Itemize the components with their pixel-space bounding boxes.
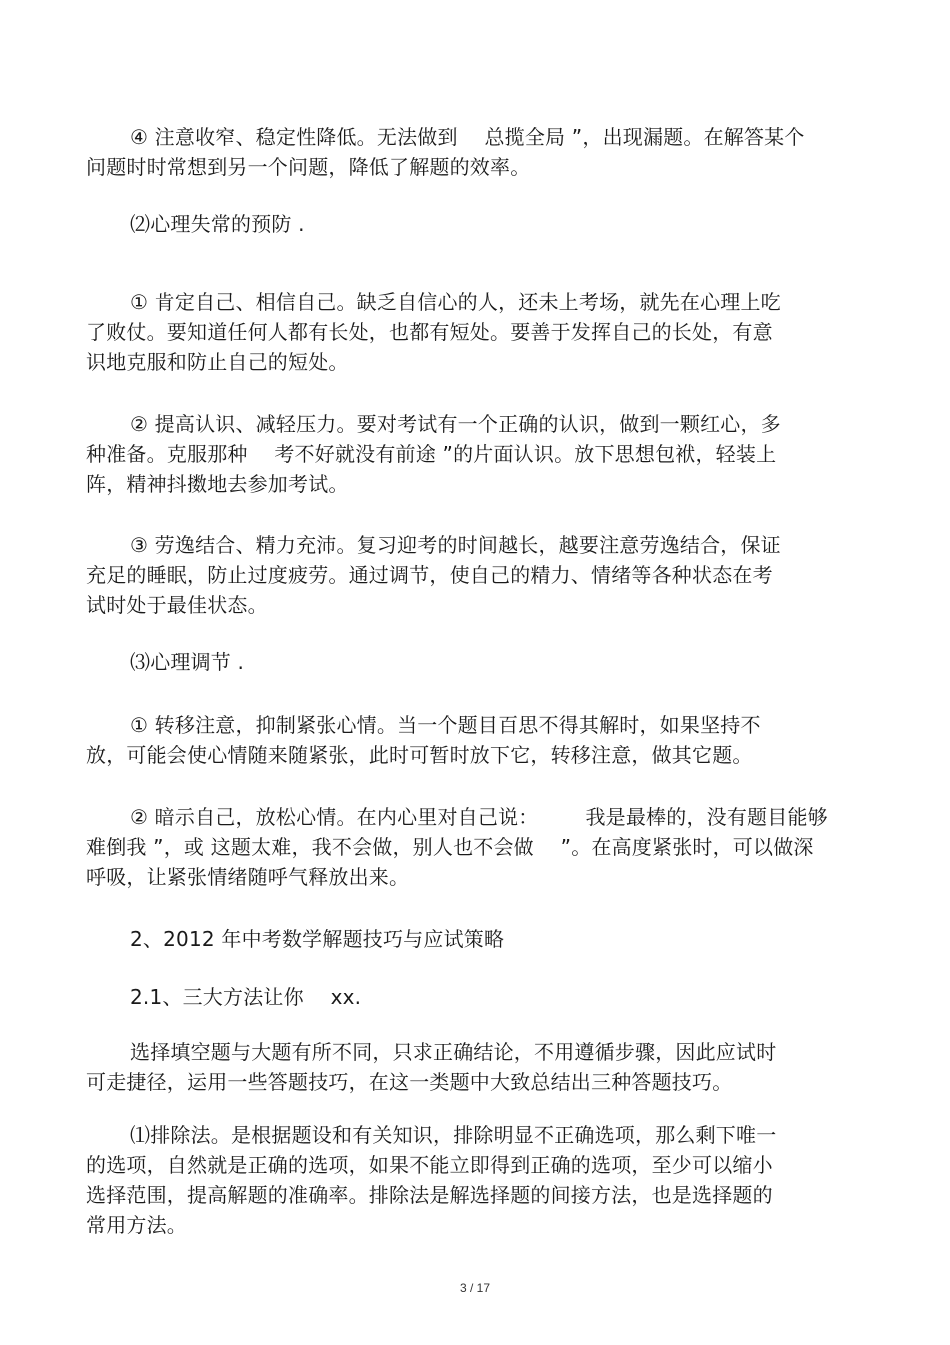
text-line: ⑴排除法。是根据题设和有关知识，排除明显不正确选项，那么剩下唯一 (130, 1123, 777, 1147)
text-line: ① 肯定自己、相信自己。缺乏自信心的人，还未上考场，就先在心理上吃 (130, 290, 781, 314)
text-line: 常用方法。 (86, 1213, 187, 1237)
text-line: ④ 注意收窄、稳定性降低。无法做到 总揽全局 ”，出现漏题。在解答某个 (130, 125, 805, 149)
text-line: ② 暗示自己，放松心情。在内心里对自己说： 我是最棒的，没有题目能够 (130, 805, 828, 829)
text-line: 充足的睡眠，防止过度疲劳。通过调节，使自己的精力、情绪等各种状态在考 (86, 563, 773, 587)
text-line: 了败仗。要知道任何人都有长处，也都有短处。要善于发挥自己的长处，有意 (86, 320, 773, 344)
text-line: 选择范围，提高解题的准确率。排除法是解选择题的间接方法，也是选择题的 (86, 1183, 773, 1207)
text-line: ① 转移注意，抑制紧张心情。当一个题目百思不得其解时，如果坚持不 (130, 713, 761, 737)
text-line: 选择填空题与大题有所不同，只求正确结论，不用遵循步骤，因此应试时 (130, 1040, 777, 1064)
text-line: 2.1、三大方法让你 xx. (130, 985, 362, 1009)
text-line: ② 提高认识、减轻压力。要对考试有一个正确的认识，做到一颗红心，多 (130, 412, 781, 436)
text-line: ③ 劳逸结合、精力充沛。复习迎考的时间越长，越要注意劳逸结合，保证 (130, 533, 781, 557)
text-line: 种准备。克服那种 考不好就没有前途 ”的片面认识。放下思想包袱，轻装上 (86, 442, 777, 466)
text-line: 的选项，自然就是正确的选项，如果不能立即得到正确的选项，至少可以缩小 (86, 1153, 773, 1177)
text-line: 放，可能会使心情随来随紧张，此时可暂时放下它，转移注意，做其它题。 (86, 743, 753, 767)
text-line: 识地克服和防止自己的短处。 (86, 350, 349, 374)
text-line: 难倒我 ”，或 这题太难，我不会做，别人也不会做 ”。在高度紧张时，可以做深 (86, 835, 814, 859)
text-line: 2、2012 年中考数学解题技巧与应试策略 (130, 927, 505, 951)
text-line: 可走捷径，运用一些答题技巧，在这一类题中大致总结出三种答题技巧。 (86, 1070, 733, 1094)
page-number: 3 / 17 (459, 1281, 491, 1295)
text-line: 呼吸，让紧张情绪随呼气释放出来。 (86, 865, 410, 889)
text-line: 试时处于最佳状态。 (86, 593, 268, 617)
text-line: ⑵心理失常的预防 . (130, 212, 305, 236)
text-line: 问题时时常想到另一个问题，降低了解题的效率。 (86, 155, 531, 179)
text-line: 阵，精神抖擞地去参加考试。 (86, 472, 349, 496)
text-line: ⑶心理调节 . (130, 650, 245, 674)
